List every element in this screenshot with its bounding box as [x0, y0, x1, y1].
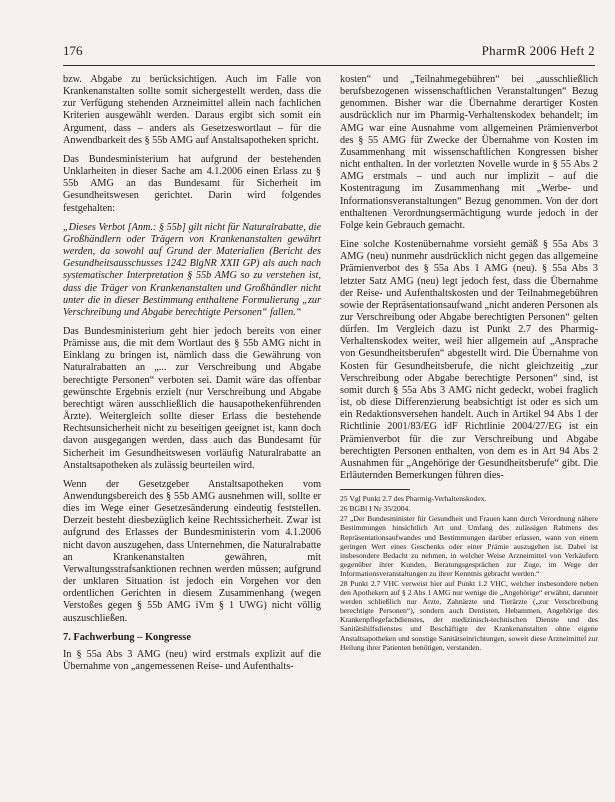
section-heading: 7. Fachwerbung – Kongresse: [63, 631, 191, 643]
paragraph: Das Bundesministerium hat aufgrund der bestehenden Unklarheiten in dieser Sache am 4.1.2006 einen Erlass zu § 55b AMG an das Bundesamt für Sicherheit im Gesundheitswesen gerichtet. Darin wird folgendes festgehalten:: [63, 153, 321, 214]
footnote-rule: [340, 489, 410, 490]
left-column: [63, 74, 321, 680]
footnote: 27 „Der Bundesminister für Gesundheit und Frauen kann durch Verordnung nähere Bestimmungen hinsichtlich Art und Umfang des zulässigen Rahmens des Repräsentationsaufwandes und Bestimmungen darüber erlassen, wann von einem geringen Wert eines Geschenks oder einer Prämie auszugehen ist. Dabei ist insbesondere Bedacht zu nehmen, in welcher Weise Arzneimittel von Verkäufern gegenüber ihrer Kunden, Beratungsgesprächen zur Zuge, im Wege der Informationsveranstaltungen zu ihrer Kenntnis gebracht werden.“: [340, 514, 598, 578]
block-quote: „Dieses Verbot [Anm.: § 55b] gilt nicht für Naturalrabatte, die Großhändlern oder Trägern von Krankenanstalten gewährt werden, da sowohl auf Grund der Materialien (Bericht des Gesundheitsausschusses 1242 BlgNR XXII GP) als auch nach systematischer Interpretation § 55b AMG so zu verstehen ist, dass die Träger von Krankenanstalten und Großhändler nicht unter die in dieser Bestimmung enthaltene Formulierung „zur Verschreibung und Abgabe berechtigte Personen“ fallen.“: [63, 221, 321, 318]
page-header: [63, 40, 595, 66]
right-column: [340, 74, 598, 653]
footnote: 26 BGBl I Nr 35/2004.: [340, 504, 411, 514]
paragraph: Eine solche Kostenübernahme vorsieht gemäß § 55a Abs 3 AMG (neu) nunmehr ausdrücklich nicht gegen das allgemeine Prämienverbot des § 55a Abs 1 AMG (neu). § 55a Abs 3 letzter Satz AMG (neu) legt jedoch fest, dass die Übernahme der Reise- und Aufenthaltskosten und der Teilnahmegebühren sowie der Repräsentationsaufwand „nicht anderen Personen als zur Verschreibung oder Abgabe berechtigten Personen“ gelten dürfen. Im Vergleich dazu ist Punkt 2.7 des Pharmig-Verhaltenskodex weiter, weil hier allgemein auf „Ansprache von Gesundheitsberufen“ abgestellt wird. Die Übernahme von Kosten für Gesundheitsberufe, die nicht gleichzeitig „zur Verschreibung oder Abgabe berechtigte Personen“ sind, ist somit durch § 55a Abs 3 AMG nicht gedeckt, wobei fraglich ist, ob diese Differenzierung beabsichtigt ist oder es sich um ein Redaktionsversehen handelt. Auch in Artikel 94 Abs 1 der Richtlinie 2001/83/EG idF Richtlinie 2004/27/EG ist ein Prämienverbot für die zur Verschreibung und Abgabe berechtigten Personen enthalten, von dem es in Art 94 Abs 2 Ausnahmen für „Angehörige der Gesundheitsberufe“ gibt. Die Erläuternden Bemerkungen führen dies-: [340, 239, 598, 481]
journal-running-head: PharmR 2006 Heft 2: [481, 43, 595, 58]
paragraph: In § 55a Abs 3 AMG (neu) wird erstmals explizit auf die Übernahme von „angemessenen Reise- und Aufenthalts-: [63, 648, 321, 672]
header-rule: [63, 65, 595, 66]
paragraph: bzw. Abgabe zu berücksichtigen. Auch im Falle von Krankenanstalten sollte somit sichergestellt werden, dass die zur Verfügung stehenden Arzneimittel allein nach fachlichen Kriterien ausgewählt werden. Daraus ergibt sich somit ein Argument, dass – anders als Gesetzeswortlaut – für die Anwendbarkeit des § 55b AMG auf Anstaltsapotheken spricht.: [63, 74, 321, 146]
footnote: 25 Vgl Punkt 2.7 des Pharmig-Verhaltenskodex.: [340, 494, 487, 504]
paragraph: kosten“ und „Teilnahmegebühren“ bei „ausschließlich berufsbezogenen wissenschaftlichen Veranstaltungen“ Bezug genommen. Bisher war die Übernahme derartiger Kosten ausdrücklich nur im Pharmig-Verhaltenskodex behandelt; im AMG war eine Ausnahme vom allgemeinen Prämienverbot des § 55 AMG für Zwecke der Übernahme von Kosten im Zusammenhang mit wissenschaftlichen Kongressen bisher nicht enthalten. In der vorletzten Novelle wurde in § 55 Abs 2 AMG erstmals – und auch nur implizit – auf die Kostentragung im Zusammenhang mit „Werbe- und Informationsveranstaltungen“ Bezug genommen. Von der dort enthaltenen Verordnungsermächtigung wurde jedoch in der Folge kein Gebrauch gemacht.: [340, 74, 598, 231]
paragraph: Wenn der Gesetzgeber Anstaltsapotheken vom Anwendungsbereich des § 55b AMG ausnehmen will, sollte er dies im Wege einer Gesetzesänderung eindeutig feststellen. Derzeit besteht diesbezüglich keine Rechtssicherheit. Zwar ist aufgrund des Erlasses der Bundesministerin vom 4.1.2006 nicht davon auszugehen, dass Unternehmen, die Naturalrabatte an Krankenanstalten gewähren, mit Verwaltungsstrafsanktionen rechnen werden müssen; aufgrund der unklaren Situation ist jedoch ein Vorgehen vor den ordentlichen Gerichten in diesem Zusammenhang (wegen Verstoßes gegen § 55b AMG iVm § 1 UWG) nicht völlig auszuschließen.: [63, 478, 321, 624]
footnote: 28 Punkt 2.7 VHC verweist hier auf Punkt 1.2 VHC, welcher insbesondere neben den Apothekern auf § 2 Abs 1 AMG nur wenige die „Angehörige“ erwähnt, darunter werden schließlich nur Ärzte, Zahnärzte und Tierärzte („zur Verschreibung berechtigte Personen“), sondern auch Dentisten, Hebammen, Angehörige des Krankenpflegefachdienstes, der medizinisch-technischen Dienste und des Sanitätshilfsdienstes und Beschäftigte der Krankenanstalten ohne eigene Anstaltsapotheken und sonstige Sanitätseinrichtungen, soweit diese Arzneimittel zur Heilung ihrer Patienten benötigen, verstanden.: [340, 579, 598, 652]
page-number: 176: [63, 43, 83, 58]
paragraph: Das Bundesministerium geht hier jedoch bereits von einer Prämisse aus, die mit dem Wortlaut des § 55b AMG nicht in Einklang zu bringen ist, nämlich dass die Gewährung von Naturalrabatten an „... zur Verschreibung und Abgabe berechtigte Personen“ verboten sei. Damit wäre das offenbar gewünschte Ergebnis erzielt (nur Verschreibung und Abgabe berechtigt wären ausschließlich die hausapothekenführenden Ärzte). Weitergleich sollte dieser Erlass die bestehende Rechtsunsicherheit nicht zu beseitigen geeignet ist, kann doch davon ausgegangen werden, dass auch das Bundesamt für Sicherheit im Gesundheitswesen vorläufig Naturalrabatte an Anstaltsapotheken als zulässig beurteilen wird.: [63, 325, 321, 471]
